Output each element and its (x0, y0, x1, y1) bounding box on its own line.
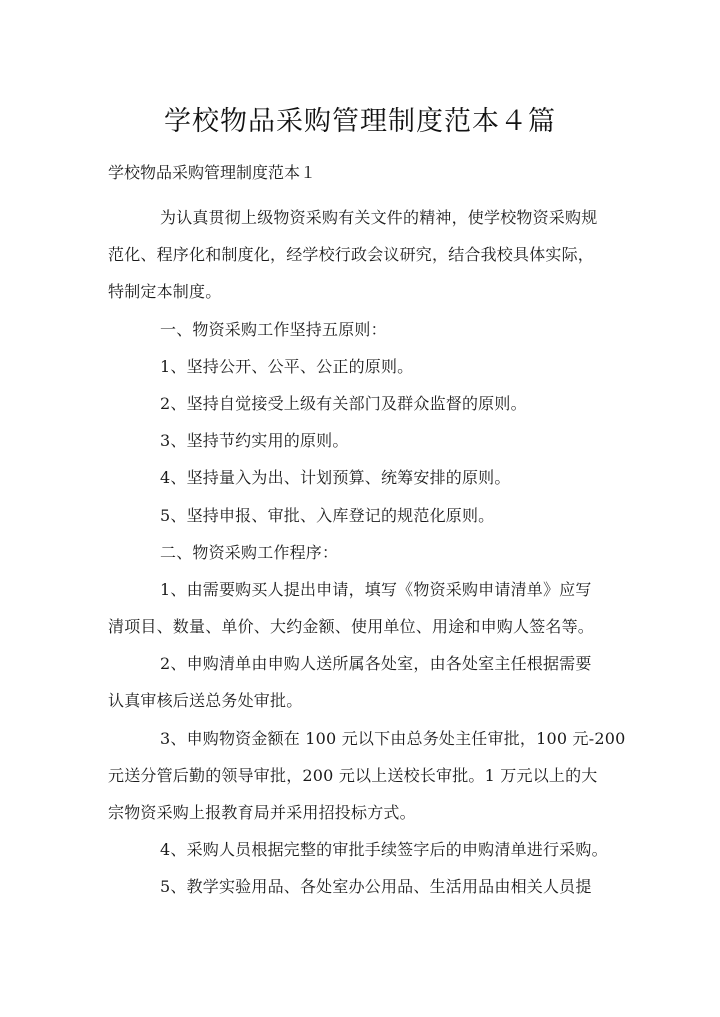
paragraph-line: 1、坚持公开、公平、公正的原则。 (160, 356, 414, 376)
document-body (108, 199, 628, 906)
paragraph-line: 5、坚持申报、审批、入库登记的规范化原则。 (160, 505, 495, 525)
paragraph-line: 宗物资采购上报教育局并采用招投标方式。 (108, 803, 416, 822)
paragraph-line: 5、教学实验用品、各处室办公用品、生活用品由相关人员提 (160, 877, 592, 897)
paragraph-line: 2、申购清单由申购人送所属各处室，由各处室主任根据需要 (160, 654, 592, 674)
paragraph-line: 3、申购物资金额在 100 元以下由总务处主任审批，100 元-200 (160, 728, 626, 748)
paragraph-line: 为认真贯彻上级物资采购有关文件的精神，使学校物资采购规 (160, 208, 598, 227)
paragraph-line: 一、物资采购工作坚持五原则： (160, 319, 387, 339)
paragraph-line: 认真审核后送总务处审批。 (108, 691, 303, 711)
paragraph-line: 范化、程序化和制度化，经学校行政会议研究，结合我校具体实际， (108, 245, 595, 265)
paragraph-line: 元送分管后勤的领导审批，200 元以上送校长审批。1 万元以上的大 (108, 765, 598, 785)
paragraph-line: 4、坚持量入为出、计划预算、统筹安排的原则。 (160, 468, 511, 488)
document-title: 学校物品采购管理制度范本４篇 (164, 106, 556, 137)
document-subtitle: 学校物品采购管理制度范本１ (108, 163, 317, 182)
paragraph-line: 1、由需要购买人提出申请，填写《物资采购申请清单》应写 (160, 579, 592, 599)
paragraph-line: 二、物资采购工作程序： (160, 542, 339, 562)
paragraph-line: 清项目、数量、单价、大约金额、使用单位、用途和申购人签名等。 (108, 617, 595, 637)
paragraph-line: 2、坚持自觉接受上级有关部门及群众监督的原则。 (160, 393, 527, 413)
paragraph-line: 特制定本制度。 (108, 282, 222, 302)
paragraph-line: 3、坚持节约实用的原则。 (160, 431, 349, 451)
paragraph-line: 4、采购人员根据完整的审批手续签字后的申购清单进行采购。 (160, 840, 608, 860)
